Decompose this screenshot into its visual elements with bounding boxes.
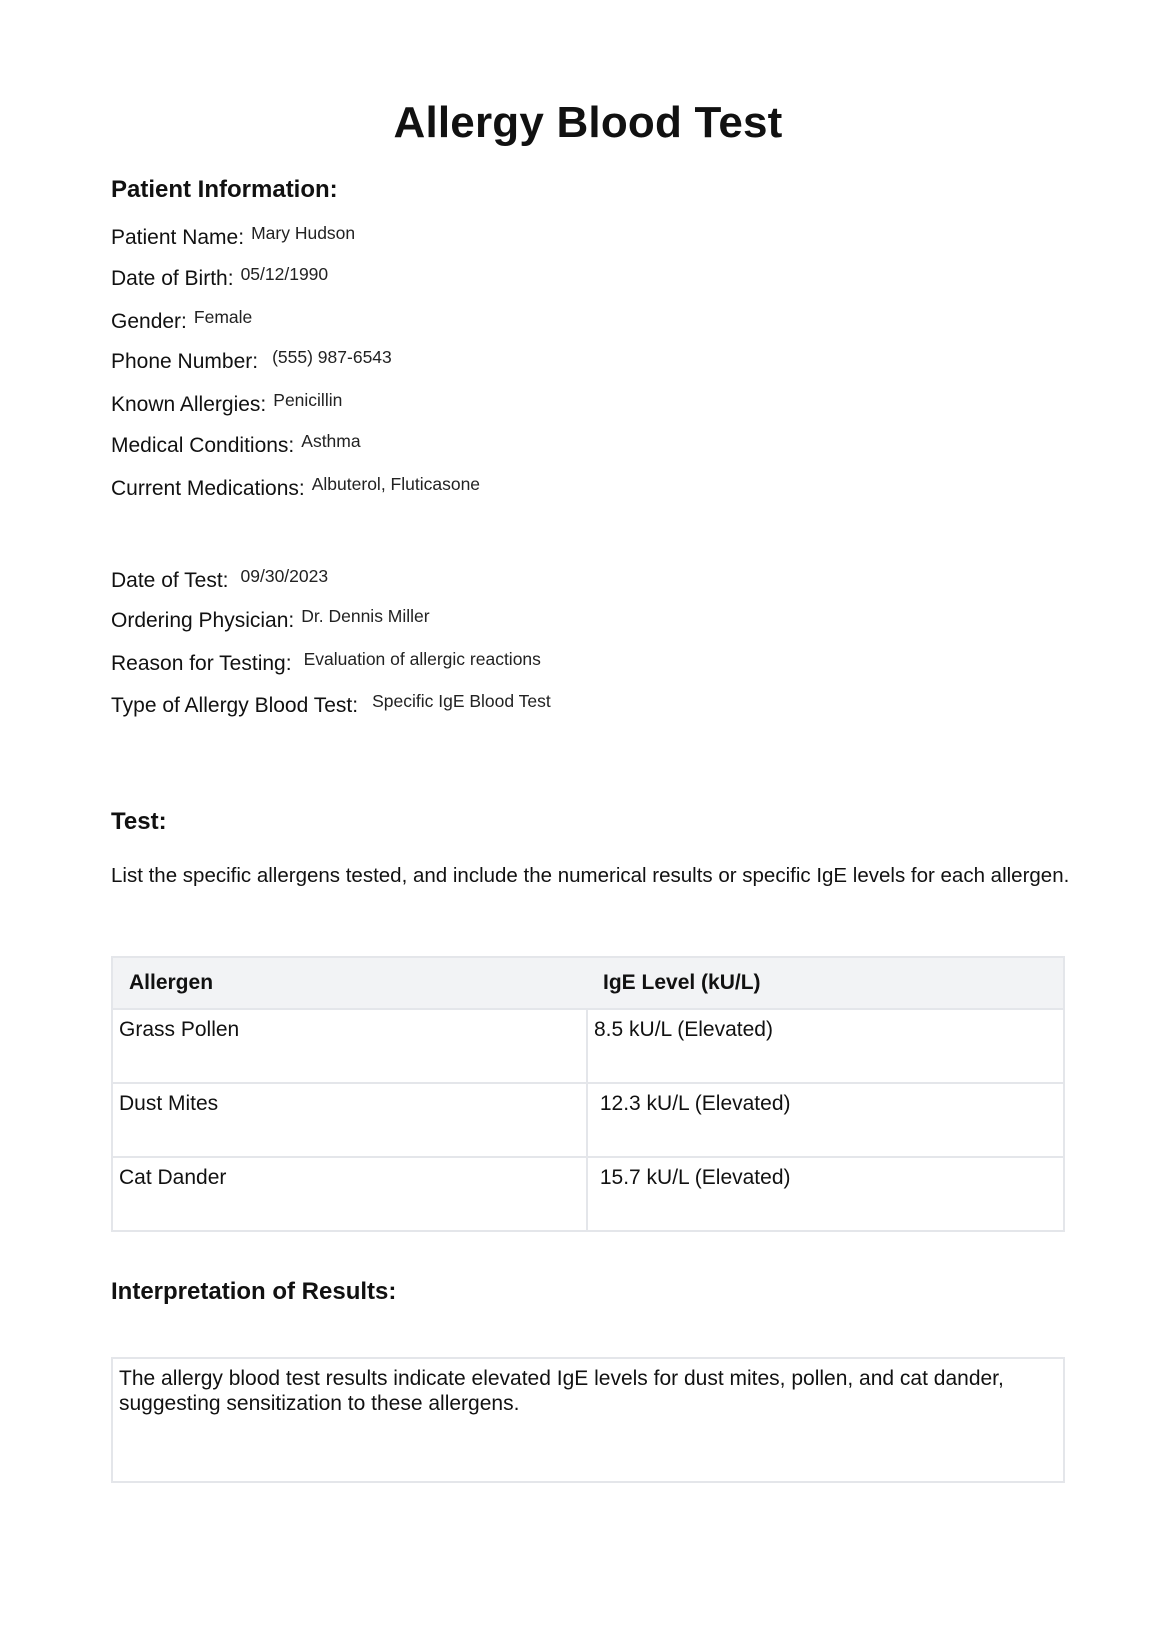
field-gender — [111, 307, 253, 334]
allergen-cell: Grass Pollen — [112, 1009, 587, 1083]
field-label: Date of Test: — [111, 569, 229, 592]
field-reason-for-testing — [111, 649, 541, 676]
table-row — [112, 1083, 1064, 1157]
field-label: Known Allergies: — [111, 393, 267, 416]
test-heading: Test: — [111, 808, 167, 835]
column-header-ige-level: IgE Level (kU/L) — [587, 957, 1064, 1009]
field-value: Asthma — [301, 431, 361, 451]
table-row — [112, 1009, 1064, 1083]
field-type-of-allergy-blood-test — [111, 691, 551, 718]
field-value: 09/30/2023 — [240, 566, 329, 586]
field-value: (555) 987-6543 — [272, 347, 392, 367]
interpretation-heading: Interpretation of Results: — [111, 1278, 397, 1305]
field-label: Phone Number: — [111, 350, 259, 373]
allergen-cell: Cat Dander — [112, 1157, 587, 1231]
test-instructions: List the specific allergens tested, and include the numerical results or specific IgE levels for each allergen. — [111, 864, 1070, 887]
ige-level-cell: 8.5 kU/L (Elevated) — [587, 1009, 1064, 1083]
field-value: Female — [193, 307, 253, 327]
field-value: Dr. Dennis Miller — [301, 606, 430, 626]
patient-information-heading: Patient Information: — [111, 176, 338, 203]
field-patient-name — [111, 223, 356, 250]
field-label: Medical Conditions: — [111, 434, 295, 457]
field-value: Specific IgE Blood Test — [372, 691, 551, 711]
ige-level-cell: 12.3 kU/L (Elevated) — [587, 1083, 1064, 1157]
table-row — [112, 1157, 1064, 1231]
field-date-of-test — [111, 566, 329, 593]
field-value: Penicillin — [273, 390, 343, 410]
field-known-allergies — [111, 390, 343, 417]
field-value: 05/12/1990 — [240, 264, 329, 284]
field-value: Evaluation of allergic reactions — [303, 649, 541, 669]
field-label: Gender: — [111, 310, 187, 333]
field-value: Mary Hudson — [251, 223, 356, 243]
field-label: Ordering Physician: — [111, 609, 295, 632]
field-label: Patient Name: — [111, 226, 245, 249]
field-ordering-physician — [111, 606, 430, 633]
interpretation-text-box: The allergy blood test results indicate elevated IgE levels for dust mites, pollen, and cat dander, suggesting sensitization to these allergens. — [111, 1357, 1065, 1483]
column-header-allergen: Allergen — [112, 957, 587, 1009]
field-date-of-birth — [111, 264, 329, 291]
field-label: Current Medications: — [111, 477, 305, 500]
allergen-results-table — [111, 956, 1065, 1232]
page-title: Allergy Blood Test — [393, 98, 783, 147]
ige-level-cell: 15.7 kU/L (Elevated) — [587, 1157, 1064, 1231]
field-current-medications — [111, 474, 481, 501]
field-value: Albuterol, Fluticasone — [311, 474, 481, 494]
table-header-row — [112, 957, 1064, 1009]
field-label: Type of Allergy Blood Test: — [111, 694, 359, 717]
field-medical-conditions — [111, 431, 361, 458]
field-label: Date of Birth: — [111, 267, 234, 290]
allergen-cell: Dust Mites — [112, 1083, 587, 1157]
field-phone-number — [111, 347, 392, 374]
field-label: Reason for Testing: — [111, 652, 292, 675]
